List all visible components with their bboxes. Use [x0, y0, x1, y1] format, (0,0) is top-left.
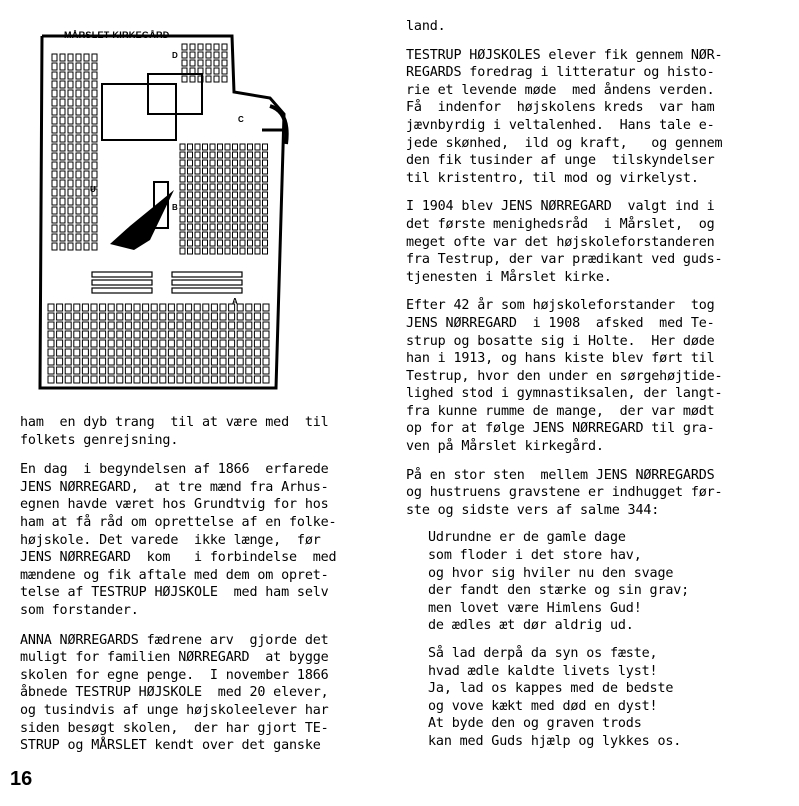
map-title: MÅRSLET KIRKEGÅRD	[64, 30, 170, 40]
cemetery-map-drawing	[22, 14, 404, 402]
right-paragraph: Efter 42 år som højskoleforstander tog JENS NØRREGARD i 1908 afsked med Te- strup og bosatte sig i Holte. Her døde han i 1913, og hans kiste blev ført til Testrup, hvor den under en sørgehøjtide- lighed stod i gymnastiksalen, der langt- fra kunne rumme de mange, der var mødt op for at følge JENS NØRREGARD til gra- ven på Mårslet kirkegård.	[406, 298, 723, 455]
map-label: U	[90, 185, 96, 194]
left-paragraph: En dag i begyndelsen af 1866 erfarede JENS NØRREGARD, at tre mænd fra Arhus- egnen havde været hos Grundtvig for hos ham at få råd om oprettelse af en folke- højskole. Det varede ikke længe, før JENS NØRREGARD kom i forbindelse med mændene og fik aftale med dem om opret- telse af TESTRUP HØJSKOLE med ham selv som forstander.	[20, 462, 337, 618]
hymn-verse: Udrundne er de gamle dage som floder i det store hav, og hvor sig hviler nu den svage der fandt den stærke og sin grav; men lovet være Himlens Gud! de ædles æt dør aldrig ud.	[428, 530, 690, 634]
right-paragraph: I 1904 blev JENS NØRREGARD valgt ind i det første menighedsråd i Mårslet, og meget ofte var det højskoleforstanderen fra Testrup, der var prædikant ved guds- tjenesten i Mårslet kirke.	[406, 199, 723, 285]
map-label: D	[172, 51, 178, 60]
right-paragraph: På en stor sten mellem JENS NØRREGARDS og hustruens gravstene er indhugget før- ste og sidste vers af salme 344:	[406, 467, 723, 518]
right-column	[406, 18, 776, 751]
map-label: C	[238, 115, 244, 124]
page-number: 16	[10, 768, 33, 790]
hymn-verse: Så lad derpå da syn os fæste, hvad ædle kaldte livets lyst! Ja, lad os kappes med de bedste og vove kækt med død en dyst! At byde den og graven trods kan med Guds hjælp og lykkes os.	[428, 646, 682, 749]
left-paragraph: ANNA NØRREGARDS fædrene arv gjorde det muligt for familien NØRREGARD at bygge skolen for egne penge. I november 1866 åbnede TESTRUP HØJSKOLE med 20 elever, og tusindvis af unge højskoleelever har siden besøgt skolen, der har gjort TE- STRUP og MÅRSLET kendt over det ganske	[20, 632, 329, 754]
left-paragraph: ham en dyb trang til at være med til folkets genrejsning.	[20, 415, 329, 448]
right-paragraph: land.	[406, 19, 446, 34]
map-label: B	[172, 203, 178, 212]
left-column	[20, 414, 390, 755]
cemetery-map	[22, 14, 404, 402]
right-paragraph: TESTRUP HØJSKOLES elever fik gennem NØR- REGARDS foredrag i litteratur og histo- rie et levende møde med åndens verden. Få indenfor højskolens kreds var ham jævnbyrdig i veltalenhed. Hans tale e- jede skønhed, ild og kraft, og gennem den fik tusinder af unge tilskyndelser til kristentro, til mod og virkelyst.	[406, 47, 723, 186]
map-label: A	[232, 297, 238, 306]
